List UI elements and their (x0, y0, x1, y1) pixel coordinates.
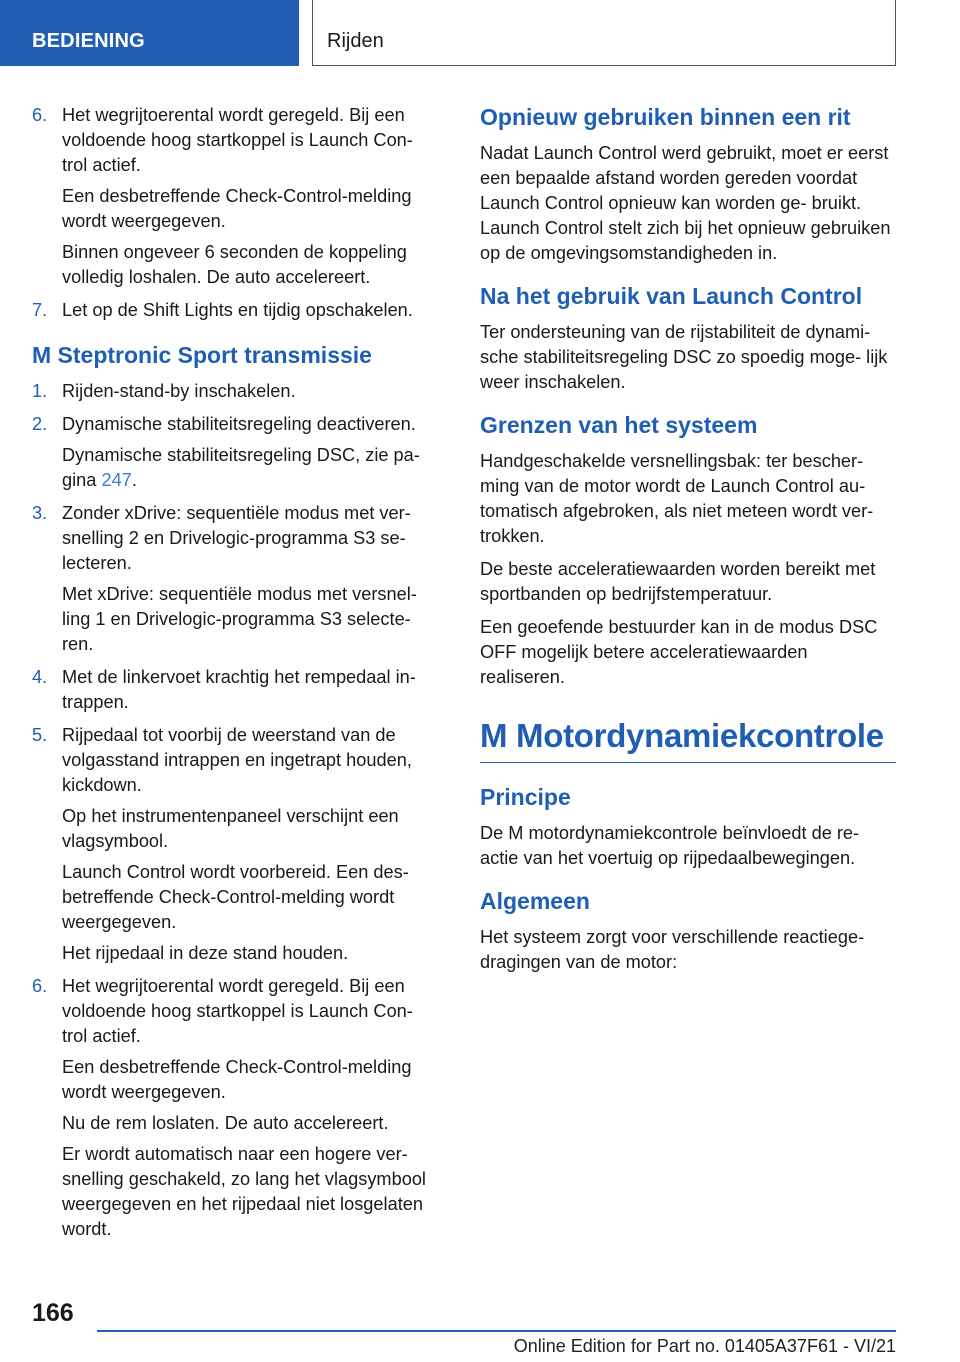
after-use-text: Ter ondersteuning van de rijstabiliteit de dynami‐ sche stabiliteitsregeling DSC zo spoedig moge‐ lijk weer inschakelen. (480, 322, 888, 392)
step-item (32, 298, 440, 323)
reuse-heading: Opnieuw gebruiken binnen een rit (480, 104, 851, 130)
step-number: 6. (32, 105, 48, 125)
general-heading: Algemeen (480, 888, 590, 914)
page-header (0, 0, 960, 66)
reference-text: Dynamische stabiliteitsregeling DSC, zie pa‐ gina (62, 445, 420, 490)
step-item (32, 723, 440, 966)
step-reference (62, 443, 440, 493)
step-text: Het wegrijtoerental wordt geregeld. Bij een voldoende hoog startkoppel is Launch Con‐ trol actief. (62, 976, 413, 1046)
step-text: Het wegrijtoerental wordt geregeld. Bij een voldoende hoog startkoppel is Launch Con‐ trol actief. (62, 105, 413, 175)
page-number: 166 (32, 1299, 74, 1327)
limits-text: Een geoefende bestuurder kan in de modus DSC OFF mogelijk betere acceleratiewaarden realiseren. (480, 617, 878, 687)
reference-suffix: . (131, 470, 137, 490)
step-text: Het rijpedaal in deze stand houden. (62, 943, 349, 963)
step-text: Een desbetreffende Check-Control-melding wordt weergegeven. (62, 186, 412, 231)
step-text: Rijden-stand-by inschakelen. (62, 381, 296, 401)
step-number: 7. (32, 300, 48, 320)
step-number: 4. (32, 667, 48, 687)
general-text: Het systeem zorgt voor verschillende reactiege‐ dragingen van de motor: (480, 927, 865, 972)
reuse-text: Nadat Launch Control werd gebruikt, moet er eerst een bepaalde afstand worden gereden voordat Launch Control opnieuw kan worden ge‐ bruikt. Launch Control stelt zich bij het opnieuw gebruiken op de omgevingsomstandigheden in. (480, 143, 891, 263)
step-text: Een desbetreffende Check-Control-melding wordt weergegeven. (62, 1057, 412, 1102)
step-text: Dynamische stabiliteitsregeling deactiveren. (62, 414, 416, 434)
after-use-heading: Na het gebruik van Launch Control (480, 283, 863, 309)
step-text: Nu de rem loslaten. De auto accelereert. (62, 1113, 389, 1133)
principle-heading: Principe (480, 784, 571, 810)
limits-text: De beste acceleratiewaarden worden bereikt met sportbanden op bedrijfstemperatuur. (480, 559, 876, 604)
right-column (480, 103, 896, 983)
step-number: 1. (32, 381, 48, 401)
step-number: 6. (32, 976, 48, 996)
footer-divider (97, 1330, 896, 1332)
principle-text: De M motordynamiekcontrole beïnvloedt de re‐ actie van het voertuig op rijpedaalbewegingen. (480, 823, 860, 868)
step-text: Let op de Shift Lights en tijdig opschakelen. (62, 300, 413, 320)
step-item (32, 974, 440, 1242)
limits-text: Handgeschakelde versnellingsbak: ter bescher‐ ming van de motor wordt de Launch Control au‐ tomatisch afgebroken, als niet meteen wordt ver‐ trokken. (480, 451, 874, 546)
step-text: Met xDrive: sequentiële modus met versnel‐ ling 1 en Drivelogic-programma S3 selecte‐ ren. (62, 584, 417, 654)
step-text: Zonder xDrive: sequentiële modus met ver‐ snelling 2 en Drivelogic-programma S3 se‐ lecteren. (62, 503, 411, 573)
step-text: Er wordt automatisch naar een hogere ver‐ snelling geschakeld, zo lang het vlagsymbool weergegeven en het rijpedaal niet losgelaten wordt. (62, 1144, 426, 1239)
step-text: Rijpedaal tot voorbij de weerstand van de volgasstand intrappen en ingetrapt houden, kickdown. (62, 725, 412, 795)
step-item (32, 665, 440, 715)
limits-heading: Grenzen van het systeem (480, 412, 758, 438)
section-tab: BEDIENING (0, 0, 299, 66)
step-number: 3. (32, 503, 48, 523)
step-text: Met de linkervoet krachtig het rempedaal in‐ trappen. (62, 667, 416, 712)
step-item (32, 501, 440, 657)
step-item (32, 412, 440, 493)
main-section-heading: M Motordynamiekcontrole (480, 716, 896, 763)
chapter-title: Rijden (312, 0, 896, 66)
edition-info: Online Edition for Part no. 01405A37F61 - VI/21 (513, 1336, 896, 1356)
step-number: 5. (32, 725, 48, 745)
step-number: 2. (32, 414, 48, 434)
step-text: Binnen ongeveer 6 seconden de koppeling volledig loshalen. De auto accelereert. (62, 242, 407, 287)
left-column (32, 103, 440, 1250)
step-item (32, 379, 440, 404)
steptronic-heading: M Steptronic Sport transmissie (32, 342, 372, 368)
step-item (32, 103, 440, 290)
step-text: Op het instrumentenpaneel verschijnt een vlagsymbool. (62, 806, 399, 851)
step-text: Launch Control wordt voorbereid. Een des‐ betreffende Check-Control-melding wordt weergegeven. (62, 862, 409, 932)
page-reference-link[interactable]: 247 (101, 470, 132, 490)
